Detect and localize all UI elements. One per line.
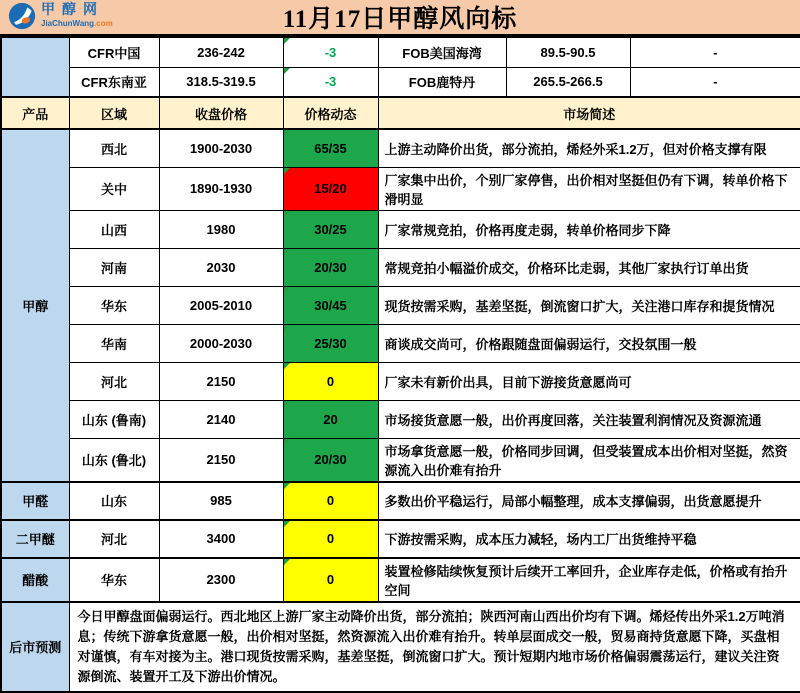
region-cell: 华南 bbox=[69, 324, 159, 362]
corner-flag-icon bbox=[284, 325, 290, 331]
corner-flag-icon bbox=[284, 363, 290, 369]
intl-price-change: -3 bbox=[283, 67, 378, 97]
intl-market-label: CFR中国 bbox=[69, 37, 159, 67]
market-summary-cell: 市场拿货意愿一般，价格同步回调，但受装置成本出价相对坚挺，然资源流入出价难有抬升 bbox=[378, 438, 800, 482]
region-cell: 山东 bbox=[69, 482, 159, 520]
intl-price-change: - bbox=[630, 37, 800, 67]
region-cell: 山西 bbox=[69, 210, 159, 248]
price-change-cell: 20/30 bbox=[283, 438, 378, 482]
market-summary-cell: 装置检修陆续恢复预计后续开工率回升，企业库存走低，价格或有抬升空间 bbox=[378, 558, 800, 602]
market-summary-cell: 厂家集中出价，个别厂家停售，出价相对坚挺但仍有下调，转单价格下滑明显 bbox=[378, 167, 800, 210]
close-price-cell: 1900-2030 bbox=[159, 129, 283, 167]
close-price-cell: 2150 bbox=[159, 362, 283, 400]
col-header-dynamic: 价格动态 bbox=[283, 97, 378, 129]
intl-close-price: 89.5-90.5 bbox=[506, 37, 630, 67]
region-cell: 山东 (鲁北) bbox=[69, 438, 159, 482]
intl-close-price: 265.5-266.5 bbox=[506, 67, 630, 97]
price-change-cell: 0 bbox=[283, 558, 378, 602]
brand-name: 甲醇网 bbox=[41, 3, 104, 18]
brand-logo-icon bbox=[8, 2, 36, 30]
close-price-cell: 2300 bbox=[159, 558, 283, 602]
market-summary-cell: 常规竞拍小幅溢价成交，价格环比走弱，其他厂家执行订单出货 bbox=[378, 248, 800, 286]
market-summary-cell: 商谈成交尚可，价格跟随盘面偏弱运行，交投氛围一般 bbox=[378, 324, 800, 362]
price-change-cell: 25/30 bbox=[283, 324, 378, 362]
product-cell-blank bbox=[1, 37, 69, 97]
price-table bbox=[0, 36, 800, 693]
corner-flag-icon bbox=[284, 168, 290, 174]
product-group-cell: 二甲醚 bbox=[1, 520, 69, 558]
intl-close-price: 318.5-319.5 bbox=[159, 67, 283, 97]
region-cell: 华东 bbox=[69, 286, 159, 324]
market-summary-cell: 厂家常规竞拍，价格再度走弱，转单价格同步下降 bbox=[378, 210, 800, 248]
close-price-cell: 3400 bbox=[159, 520, 283, 558]
price-change-cell: 20 bbox=[283, 400, 378, 438]
intl-price-change: - bbox=[630, 67, 800, 97]
market-summary-cell: 厂家未有新价出具，目前下游接货意愿尚可 bbox=[378, 362, 800, 400]
corner-flag-icon bbox=[284, 249, 290, 255]
product-group-cell: 醋酸 bbox=[1, 558, 69, 602]
corner-flag-icon bbox=[284, 439, 290, 445]
price-change-cell: 15/20 bbox=[283, 167, 378, 210]
market-summary-cell: 现货按需采购，基差坚挺，倒流窗口扩大，关注港口库存和提货情况 bbox=[378, 286, 800, 324]
price-change-cell: 0 bbox=[283, 362, 378, 400]
product-group-cell: 甲醛 bbox=[1, 482, 69, 520]
market-summary-cell: 多数出价平稳运行，局部小幅整理，成本支撑偏弱，出货意愿提升 bbox=[378, 482, 800, 520]
col-header-product: 产品 bbox=[1, 97, 69, 129]
forecast-text-cell: 今日甲醇盘面偏弱运行。西北地区上游厂家主动降价出货，部分流拍；陕西河南山西出价均有下调。烯烃传出外采1.2万吨消息；传统下游拿货意愿一般，出价相对坚挺，然资源流入出价难有抬升。转单层面成交一般，贸易商持货意愿下降，买盘相对谨慎，有车对接为主。港口现货按需采购，基差坚挺，倒流窗口扩大。预计短期内地市场价格偏弱震荡运行，建议关注资源倒流、装置开工及下游出价情况。 bbox=[69, 602, 800, 693]
intl-close-price: 236-242 bbox=[159, 37, 283, 67]
close-price-cell: 2030 bbox=[159, 248, 283, 286]
intl-market-label: FOB鹿特丹 bbox=[378, 67, 506, 97]
corner-flag-icon bbox=[284, 483, 290, 489]
report-title: 11月17日甲醇风向标 bbox=[282, 6, 518, 33]
forecast-label-cell: 后市预测 bbox=[1, 602, 69, 693]
close-price-cell: 2140 bbox=[159, 400, 283, 438]
corner-flag-icon bbox=[284, 130, 290, 136]
region-cell: 河北 bbox=[69, 520, 159, 558]
region-cell: 西北 bbox=[69, 129, 159, 167]
corner-flag-icon bbox=[284, 521, 290, 527]
corner-flag-icon bbox=[284, 38, 290, 44]
brand-domain: JiaChunWang.com bbox=[41, 19, 113, 28]
price-change-cell: 65/35 bbox=[283, 129, 378, 167]
price-change-cell: 30/25 bbox=[283, 210, 378, 248]
region-cell: 河北 bbox=[69, 362, 159, 400]
price-change-cell: 0 bbox=[283, 482, 378, 520]
col-header-summary: 市场简述 bbox=[378, 97, 800, 129]
close-price-cell: 1980 bbox=[159, 210, 283, 248]
corner-flag-icon bbox=[284, 68, 290, 74]
close-price-cell: 2005-2010 bbox=[159, 286, 283, 324]
region-cell: 关中 bbox=[69, 167, 159, 210]
product-group-cell: 甲醇 bbox=[1, 129, 69, 482]
corner-flag-icon bbox=[284, 287, 290, 293]
close-price-cell: 985 bbox=[159, 482, 283, 520]
close-price-cell: 1890-1930 bbox=[159, 167, 283, 210]
report-header bbox=[0, 0, 800, 36]
intl-price-change: -3 bbox=[283, 37, 378, 67]
region-cell: 河南 bbox=[69, 248, 159, 286]
price-change-cell: 20/30 bbox=[283, 248, 378, 286]
price-change-cell: 30/45 bbox=[283, 286, 378, 324]
intl-market-label: CFR东南亚 bbox=[69, 67, 159, 97]
close-price-cell: 2150 bbox=[159, 438, 283, 482]
region-cell: 山东 (鲁南) bbox=[69, 400, 159, 438]
region-cell: 华东 bbox=[69, 558, 159, 602]
corner-flag-icon bbox=[284, 401, 290, 407]
intl-market-label: FOB美国海湾 bbox=[378, 37, 506, 67]
col-header-region: 区域 bbox=[69, 97, 159, 129]
col-header-close: 收盘价格 bbox=[159, 97, 283, 129]
corner-flag-icon bbox=[284, 211, 290, 217]
market-summary-cell: 下游按需采购，成本压力减轻，场内工厂出货维持平稳 bbox=[378, 520, 800, 558]
brand-logo bbox=[8, 2, 113, 30]
market-summary-cell: 上游主动降价出货，部分流拍，烯烃外采1.2万，但对价格支撑有限 bbox=[378, 129, 800, 167]
price-change-cell: 0 bbox=[283, 520, 378, 558]
market-summary-cell: 市场接货意愿一般，出价再度回落，关注装置利润情况及资源流通 bbox=[378, 400, 800, 438]
close-price-cell: 2000-2030 bbox=[159, 324, 283, 362]
corner-flag-icon bbox=[284, 559, 290, 565]
